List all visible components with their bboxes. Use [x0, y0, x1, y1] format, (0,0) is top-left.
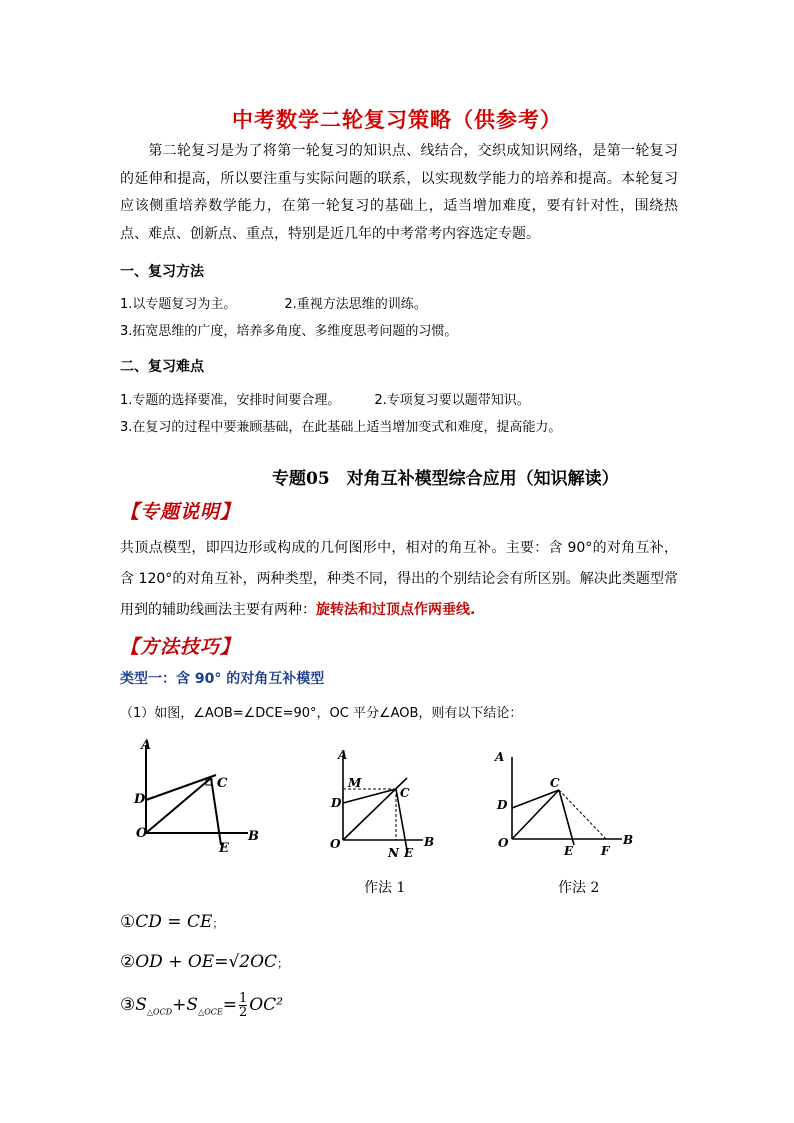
conclusion-3-denominator: 2	[238, 1005, 248, 1020]
conclusion-3-s1: S	[135, 995, 147, 1015]
fig2-label-o: O	[330, 837, 341, 851]
conclusion-3-sub2: △OCE	[198, 1007, 223, 1017]
fig2-label-d: D	[331, 796, 342, 810]
fig3-label-o: O	[498, 836, 509, 850]
conclusion-2-mark: ②	[120, 952, 136, 972]
type1-num: 90°	[194, 671, 222, 687]
conclusion-3-plus: +S	[172, 995, 199, 1015]
conclusion-3	[120, 992, 283, 1019]
topic-note-label: 【专题说明】	[120, 501, 241, 523]
fig2-label-e: E	[404, 846, 414, 860]
figure-method-1	[310, 745, 445, 865]
section2-row1	[120, 389, 530, 408]
section1-item3: 3.拓宽思维的广度，培养多角度、多维度思考问题的习惯。	[120, 324, 458, 339]
type1-suffix: 的对角互补模型	[221, 671, 325, 687]
conclusion-1	[120, 912, 223, 932]
fig2-label-a: A	[338, 748, 348, 762]
fig1-label-b: B	[248, 829, 259, 844]
page-title: 中考数学二轮复习策略（供参考）	[232, 108, 562, 132]
conclusion-2-punct: ；	[277, 957, 289, 970]
fig1-label-e: E	[219, 841, 229, 856]
section2-heading: 二、复习难点	[120, 359, 204, 375]
section1-item1: 1.以专题复习为主。	[120, 297, 237, 312]
method-note-label: 【方法技巧】	[120, 636, 241, 658]
description-highlight: 旋转法和过顶点作两垂线.	[316, 602, 476, 618]
description-text: 共顶点模型，即四边形或构成的几何图形中，相对的角互补。主要：含 90°的对角互补，含 120°的对角互补，两种类型，种类不同，得出的个别结论会有所区别。解决此类题型常用到的辅助线画法主要有两种：	[120, 540, 678, 618]
fig2-label-c: C	[400, 786, 410, 800]
section2-item2: 2.专项复习要以题带知识。	[374, 393, 530, 408]
fig3-label-f: F	[601, 844, 610, 858]
conclusion-2-text: OD + OE=√2OC	[135, 952, 278, 972]
caption-method-2: 作法 2	[558, 880, 600, 896]
conclusion-2	[120, 952, 288, 972]
fig2-label-n: N	[388, 846, 399, 860]
conclusion-3-mark: ③	[120, 995, 136, 1015]
section1-item2: 2.重视方法思维的训练。	[284, 297, 427, 312]
fig3-label-e: E	[564, 844, 574, 858]
conclusion-1-mark: ①	[120, 912, 136, 932]
fig1-label-d: D	[134, 792, 146, 807]
intro-paragraph	[120, 138, 678, 248]
conclusion-3-tail: OC²	[249, 995, 284, 1015]
fig1-label-o: O	[136, 826, 148, 841]
fig3-label-a: A	[495, 750, 505, 764]
fig3-line-dc	[512, 790, 559, 808]
fig3-line-oc	[512, 790, 559, 839]
conclusion-3-fraction	[239, 992, 247, 1019]
conclusion-1-punct: ；	[212, 917, 224, 930]
fig2-label-m: M	[348, 776, 362, 790]
conclusion-3-numerator: 1	[238, 991, 248, 1006]
section1-heading: 一、复习方法	[120, 264, 204, 280]
topic-title: 专题05 对角互补模型综合应用（知识解读）	[272, 469, 619, 489]
section2-item1: 1.专题的选择要准，安排时间要合理。	[120, 393, 341, 408]
conclusion-1-text: CD = CE	[135, 912, 213, 932]
fig3-label-c: C	[550, 776, 560, 790]
topic-description	[120, 533, 678, 626]
fig1-label-c: C	[217, 776, 228, 791]
section1-row1	[120, 293, 427, 312]
figure-method-2	[484, 745, 634, 865]
figure-base	[133, 735, 273, 860]
caption-method-1: 作法 1	[364, 880, 406, 896]
conclusion-3-sub1: △OCD	[146, 1007, 173, 1017]
conclusion-3-eq: =	[222, 995, 237, 1015]
section2-item3: 3.在复习的过程中要兼顾基础，在此基础上适当增加变式和难度，提高能力。	[120, 420, 562, 435]
fig1-line-oc	[146, 778, 211, 833]
intro-text: 第二轮复习是为了将第一轮复习的知识点、线结合，交织成知识网络，是第一轮复习的延伸和提高，所以要注重与实际问题的联系，以实现数学能力的培养和提高。本轮复习应该侧重培养数学能力，在第一轮复习的基础上，适当增加难度，要有针对性，围绕热点、难点、创新点、重点，特别是近几年的中考常考内容选定专题。	[120, 143, 678, 242]
fig3-label-d: D	[497, 798, 508, 812]
condition-text: （1）如图，∠AOB=∠DCE=90°，OC 平分∠AOB，则有以下结论：	[120, 706, 523, 721]
type1-heading	[120, 668, 324, 688]
fig3-label-b: B	[623, 833, 634, 847]
fig1-label-a: A	[141, 738, 152, 753]
type1-prefix: 类型一：含	[120, 671, 195, 687]
fig2-label-b: B	[424, 835, 435, 849]
